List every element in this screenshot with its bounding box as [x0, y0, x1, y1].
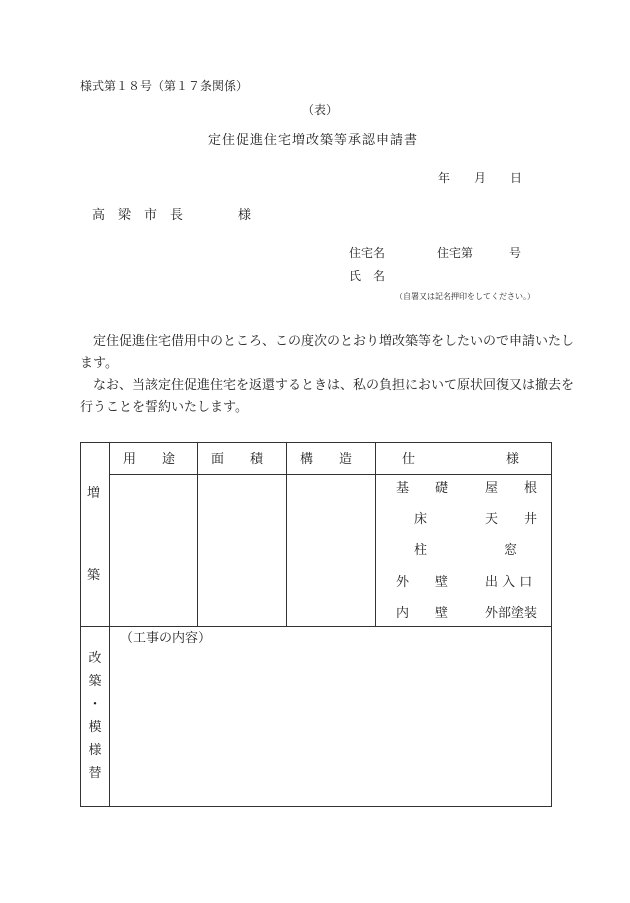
date-month: 月 [474, 171, 487, 185]
spec-entrance: 出 入 口 [485, 575, 533, 590]
spec-pillar: 柱 [414, 543, 428, 558]
spec-exterior-paint: 外部塗装 [485, 606, 538, 621]
table-border-top [80, 442, 552, 443]
applicant-name-label: 氏 名 [349, 269, 386, 283]
header-use: 用 途 [123, 452, 176, 467]
zochiku-label-2: 築 [87, 568, 101, 583]
house-name-label: 住宅名 [349, 246, 386, 260]
kaichiku-char-4: 模 [88, 720, 102, 735]
date-year: 年 [438, 171, 451, 185]
addressee-honorific: 様 [238, 208, 252, 223]
addressee-name: 高 梁 市 長 [92, 208, 184, 223]
work-content-label: （工事の内容） [120, 631, 212, 646]
header-structure: 構 造 [300, 452, 353, 467]
spec-inner-wall: 内 壁 [396, 606, 449, 621]
kaichiku-char-3: ・ [88, 697, 102, 712]
kaichiku-label [85, 647, 105, 785]
table-label-column-divider [109, 442, 110, 807]
body-paragraph-1-line-2: ます。 [80, 356, 118, 371]
header-area: 面 積 [211, 452, 264, 467]
table-column-divider-1 [197, 442, 198, 627]
construction-table [80, 442, 552, 807]
house-number-suffix: 号 [509, 246, 522, 260]
header-spec: 仕 様 [402, 452, 520, 467]
table-border-bottom [80, 806, 552, 807]
spec-window: 窓 [504, 543, 518, 558]
table-column-divider-2 [286, 442, 287, 627]
spec-roof: 屋 根 [485, 481, 538, 496]
spec-floor: 床 [414, 512, 428, 527]
body-paragraph-1 [80, 331, 575, 375]
table-border-left [80, 442, 81, 807]
zochiku-label-1: 増 [87, 486, 101, 501]
spec-outer-wall: 外 壁 [396, 575, 449, 590]
side-label: （表） [302, 103, 339, 117]
house-number-label: 住宅第 [437, 246, 474, 260]
body-paragraph-2-line-2: 行うことを誓約いたします。 [80, 400, 248, 415]
spec-foundation: 基 礎 [396, 481, 449, 496]
kaichiku-char-1: 改 [88, 651, 102, 666]
kaichiku-char-6: 替 [88, 766, 102, 781]
spec-ceiling: 天 井 [485, 512, 538, 527]
signature-note: （自署又は記名押印をしてください。） [395, 292, 535, 301]
page-title: 定住促進住宅増改築等承認申請書 [208, 133, 419, 148]
table-header-divider [109, 474, 552, 475]
date-day: 日 [510, 171, 523, 185]
table-column-divider-3 [375, 442, 376, 627]
body-paragraph-2 [80, 375, 575, 419]
table-border-right [551, 442, 552, 807]
kaichiku-char-5: 様 [88, 743, 102, 758]
body-paragraph-2-line-1: なお、当該定住促進住宅を返還するときは、私の負担において原状回復又は撤去を [80, 378, 575, 393]
kaichiku-char-2: 築 [88, 674, 102, 689]
form-number: 様式第１８号（第１７条関係） [80, 79, 249, 93]
body-paragraph-1-line-1: 定住促進住宅借用中のところ、この度次のとおり増改築等をしたいので申請いたし [80, 334, 575, 349]
table-section-divider [80, 626, 552, 627]
